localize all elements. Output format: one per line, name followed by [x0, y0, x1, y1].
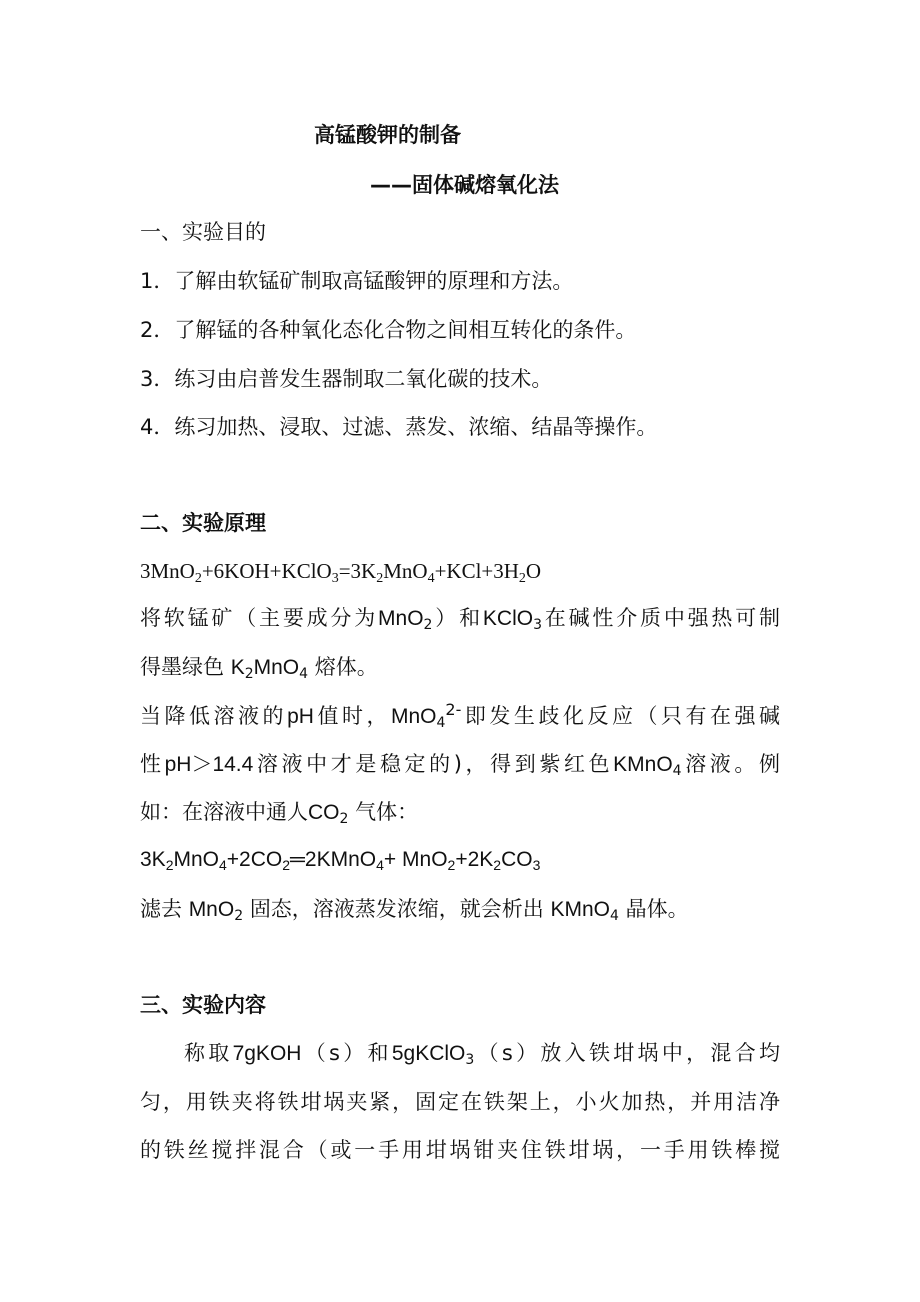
reaction-equation-2: $3K_2MnO_4+2CO_2═2KMnO_4+ MnO_2+2K_2CO_3$ — [140, 848, 541, 873]
paragraph-line: 得墨绿色 $K_2MnO_4$ 熔体。 — [140, 655, 378, 682]
section-heading: 三、实验内容 — [140, 993, 266, 1017]
paragraph-line: 滤去 MnO$_2$ 固态，溶液蒸发浓缩，就会析出 KMnO$_4$ 晶体。 — [140, 897, 689, 924]
paragraph-line: 如：在溶液中通人$CO_2$ 气体： — [140, 800, 419, 827]
list-item: 3．练习由启普发生器制取二氧化碳的技术。 — [140, 367, 553, 391]
paragraph-line: 性pH＞14.4溶液中才是稳定的)，得到紫红色KMnO$_4$溶液。例 — [140, 752, 781, 779]
page-title: 高锰酸钾的制备 — [314, 123, 461, 147]
list-item: 1．了解由软锰矿制取高锰酸钾的原理和方法。 — [140, 269, 574, 293]
list-item: 4．练习加热、浸取、过滤、蒸发、浓缩、结晶等操作。 — [140, 415, 658, 439]
section-heading: 一、实验目的 — [140, 220, 266, 244]
list-item: 2．了解锰的各种氧化态化合物之间相互转化的条件。 — [140, 318, 637, 342]
paragraph-line: 将软锰矿（主要成分为MnO$_2$）和KClO$_3$在碱性介质中强热可制 — [140, 606, 781, 633]
paragraph-line: 的铁丝搅拌混合（或一手用坩埚钳夹住铁坩埚，一手用铁棒搅 — [140, 1138, 780, 1162]
paragraph-line: 匀，用铁夹将铁坩埚夹紧，固定在铁架上，小火加热，并用洁净 — [140, 1090, 780, 1114]
paragraph-line: 当降低溶液的pH值时，MnO$_4^{2-}$即发生歧化反应（只有在强碱 — [140, 700, 781, 731]
paragraph-line: 称取7gKOH（s）和5gKClO$_3$（s）放入铁坩埚中，混合均 — [184, 1041, 780, 1068]
section-heading: 二、实验原理 — [140, 511, 266, 535]
page-subtitle: ——固体碱熔氧化法 — [370, 173, 559, 197]
reaction-equation-1: $3MnO_2+6KOH+KClO_3=3K_2MnO_4+KCl+3H_2O$ — [140, 559, 542, 586]
